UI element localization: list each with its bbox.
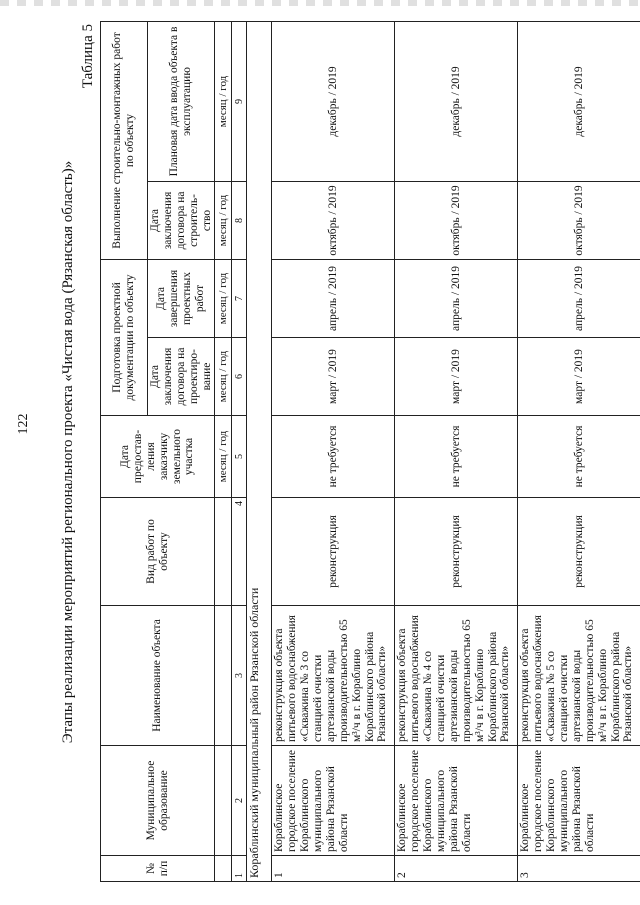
- row-design-contract: март / 2019: [518, 338, 640, 416]
- row-object-name: реконструкция объекта питьевого водоснабжения «Скважина № 4 со станцией очистки артезианской воды производительностью 65 м³/ч в г. Кораблино Кораблинского района Рязанской области»: [395, 606, 518, 746]
- column-number: 6: [232, 338, 247, 416]
- row-municipality: Кораблинское городское поселение Кораблинского муниципального района Рязанской области: [272, 746, 395, 856]
- region-heading: Кораблинский муниципальный район Рязанской области: [247, 21, 272, 881]
- header-design-finish: Дата завершения проектных работ: [148, 259, 215, 337]
- row-object-name: реконструкция объекта питьевого водоснабжения «Скважина № 5 со станцией очистки артезианской воды производительностью 65 м³/ч в г. Кораблино Кораблинского района Рязанской области»: [518, 606, 640, 746]
- page-number: 122: [16, 413, 31, 435]
- document-title: Этапы реализации мероприятий регионального проекта «Чистая вода (Рязанская область)»: [60, 160, 76, 744]
- row-work-type: реконструкция: [272, 498, 395, 606]
- row-land-date: не требуется: [395, 416, 518, 498]
- unit-blank: [215, 606, 232, 746]
- table-header: [101, 21, 247, 881]
- header-land-date: Дата предостав-ления заказчику земельного участка: [101, 416, 215, 498]
- table-row: [272, 21, 395, 881]
- table-body: [247, 21, 640, 881]
- column-number: 2: [232, 746, 247, 856]
- unit-blank: [215, 856, 232, 882]
- header-num: № п/п: [101, 856, 215, 882]
- stages-table: [100, 21, 640, 882]
- row-design-finish: апрель / 2019: [518, 259, 640, 337]
- row-num: 1: [272, 856, 395, 882]
- header-construction-group: Выполнение строительно-монтажных работ по объекту: [101, 21, 148, 259]
- rotated-page-content: [60, 22, 635, 882]
- header-municipality: Муниципальное образование: [101, 746, 215, 856]
- row-construction-contract: октябрь / 2019: [395, 181, 518, 259]
- column-number: 8: [232, 181, 247, 259]
- row-design-contract: март / 2019: [395, 338, 518, 416]
- table-label: Таблица 5: [80, 24, 96, 89]
- row-land-date: не требуется: [518, 416, 640, 498]
- header-work-type: Вид работ по объекту: [101, 498, 215, 606]
- row-construction-contract: октябрь / 2019: [272, 181, 395, 259]
- row-municipality: Кораблинское городское поселение Кораблинского муниципального района Рязанской области: [518, 746, 640, 856]
- column-number: 1: [232, 856, 247, 882]
- unit-commissioning: месяц / год: [215, 21, 232, 181]
- unit-blank: [215, 746, 232, 856]
- table-row: [518, 21, 640, 881]
- unit-blank: [215, 498, 232, 606]
- column-number: 5: [232, 416, 247, 498]
- row-design-finish: апрель / 2019: [272, 259, 395, 337]
- header-commissioning: Плановая дата ввода объекта в эксплуатацию: [148, 21, 215, 181]
- unit-construction-contract: месяц / год: [215, 181, 232, 259]
- row-design-finish: апрель / 2019: [395, 259, 518, 337]
- column-number: 7: [232, 259, 247, 337]
- header-design-group: Подготовка проектной документации по объекту: [101, 259, 148, 415]
- header-design-contract: Дата заключения договора на проектиро-вание: [148, 338, 215, 416]
- row-municipality: Кораблинское городское поселение Кораблинского муниципального района Рязанской области: [395, 746, 518, 856]
- column-number: 3: [232, 606, 247, 746]
- header-construction-contract: Дата заключения договора на строитель-ство: [148, 181, 215, 259]
- scan-edge: [0, 0, 640, 6]
- column-number: 4: [232, 498, 247, 606]
- unit-land-date: месяц / год: [215, 416, 232, 498]
- row-work-type: реконструкция: [395, 498, 518, 606]
- unit-design-contract: месяц / год: [215, 338, 232, 416]
- row-num: 2: [395, 856, 518, 882]
- row-construction-contract: октябрь / 2019: [518, 181, 640, 259]
- table-row: [395, 21, 518, 881]
- row-num: 3: [518, 856, 640, 882]
- row-land-date: не требуется: [272, 416, 395, 498]
- row-commissioning: декабрь / 2019: [272, 21, 395, 181]
- row-commissioning: декабрь / 2019: [395, 21, 518, 181]
- row-design-contract: март / 2019: [272, 338, 395, 416]
- row-commissioning: декабрь / 2019: [518, 21, 640, 181]
- row-object-name: реконструкция объекта питьевого водоснабжения «Скважина № 3 со станцией очистки артезианской воды производительностью 65 м³/ч в г. Кораблино Кораблинского района Рязанской области»: [272, 606, 395, 746]
- unit-design-finish: месяц / год: [215, 259, 232, 337]
- header-object-name: Наименование объекта: [101, 606, 215, 746]
- column-number: 9: [232, 21, 247, 181]
- row-work-type: реконструкция: [518, 498, 640, 606]
